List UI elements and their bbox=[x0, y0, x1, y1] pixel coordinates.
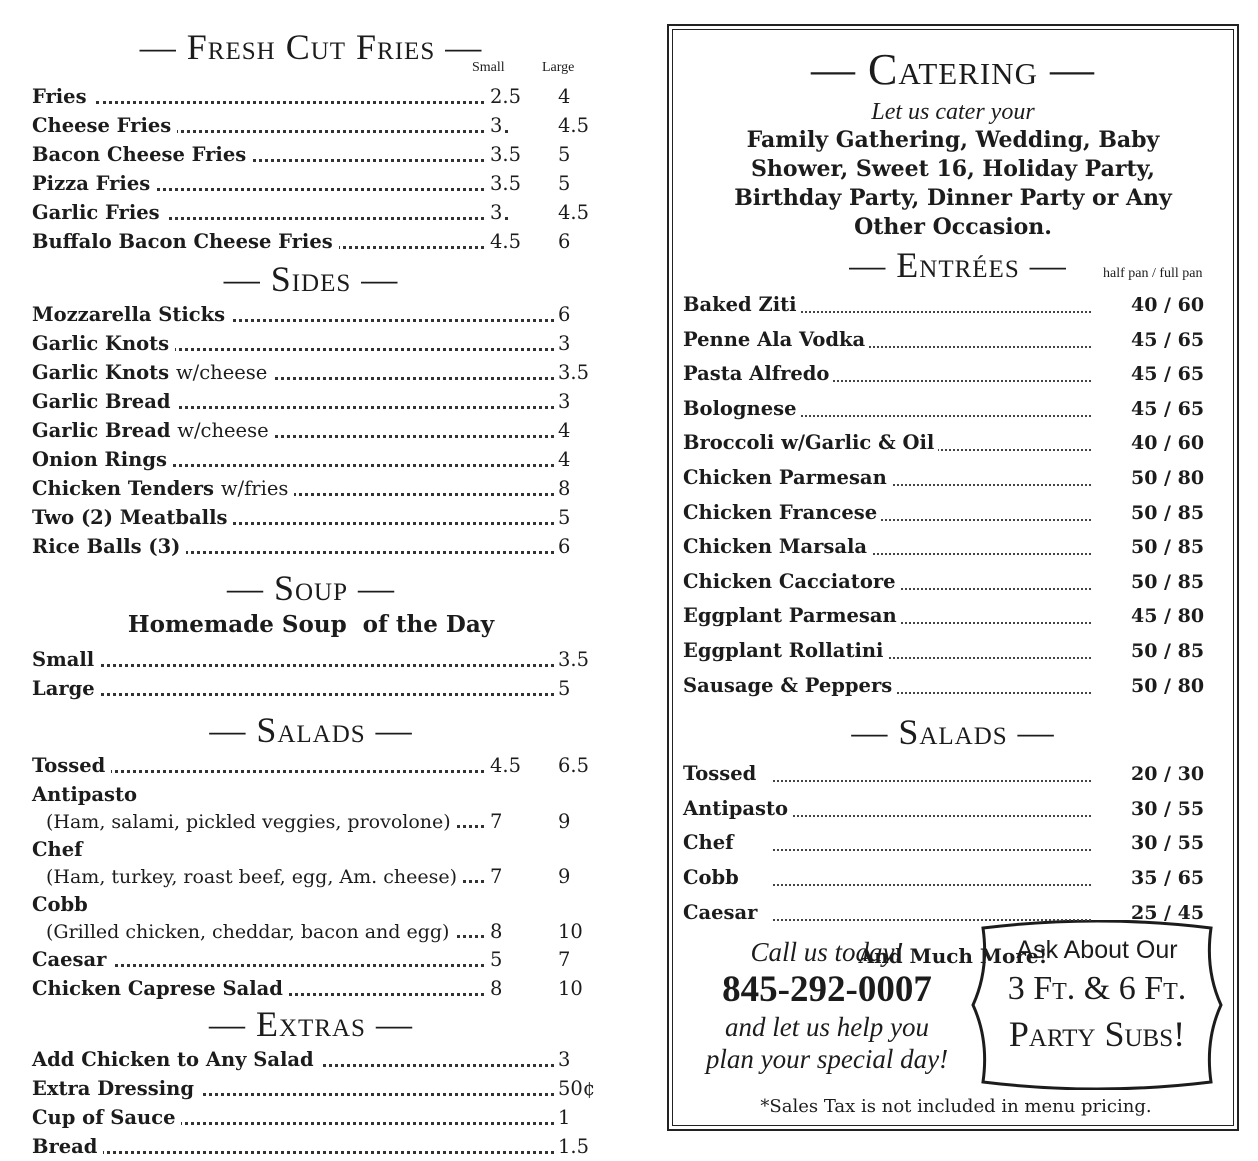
pan-price: 40 / 60 bbox=[1131, 294, 1205, 316]
item-price: 1 bbox=[554, 1103, 570, 1132]
item-price: 1.5 bbox=[554, 1132, 589, 1161]
item-name: Pizza Fries bbox=[32, 169, 156, 198]
dot-leader bbox=[773, 780, 1091, 782]
item-name: Penne Ala Vodka bbox=[683, 323, 869, 357]
subs-sizes-text: 3 Ft. & 6 Ft. bbox=[1007, 970, 1187, 1007]
item-price: 6 bbox=[554, 300, 570, 329]
much-more-text: And Much More! bbox=[858, 944, 1048, 969]
menu-item bbox=[26, 445, 596, 474]
item-price: 8 bbox=[554, 474, 570, 503]
item-title: Add Chicken to Any Salad bbox=[32, 1048, 314, 1071]
fries-item bbox=[26, 227, 596, 256]
item-title: Bread bbox=[32, 1135, 98, 1158]
item-title: Two (2) Meatballs bbox=[32, 506, 228, 529]
dot-leader bbox=[96, 1151, 566, 1154]
catering-item bbox=[673, 496, 1233, 531]
salad-desc-row bbox=[26, 809, 596, 835]
catering-item bbox=[673, 461, 1233, 496]
item-note: w/fries bbox=[220, 477, 289, 500]
extras-heading: — Extras — bbox=[209, 1004, 413, 1044]
tax-note: *Sales Tax is not included in menu pricing. bbox=[760, 1096, 1152, 1117]
dot-leader bbox=[96, 964, 496, 967]
dot-leader bbox=[773, 415, 1091, 417]
item-name: Tossed bbox=[32, 751, 111, 780]
item-name bbox=[32, 1132, 103, 1161]
item-price: 50¢ bbox=[554, 1074, 595, 1103]
dot-leader bbox=[773, 884, 1091, 886]
salad-item bbox=[26, 780, 596, 835]
sides-list bbox=[26, 300, 596, 561]
soup-subtitle: Homemade Soup of the Day bbox=[127, 611, 495, 638]
item-price: 4 bbox=[554, 416, 570, 445]
item-name: Chicken Francese bbox=[683, 496, 881, 530]
dot-leader bbox=[96, 693, 566, 696]
entrees-header bbox=[673, 242, 1233, 288]
help-text-2: plan your special day! bbox=[705, 1044, 949, 1074]
menu-item bbox=[26, 1132, 596, 1161]
soup-list bbox=[26, 645, 596, 703]
large-price: 9 bbox=[554, 809, 570, 835]
item-title: Mozzarella Sticks bbox=[32, 303, 226, 326]
dot-leader bbox=[773, 311, 1091, 313]
item-price: 3.5 bbox=[554, 645, 589, 674]
item-price: 3 bbox=[554, 387, 570, 416]
item-name: Chef bbox=[683, 826, 738, 860]
catering-item bbox=[673, 792, 1233, 827]
salad-name-row bbox=[26, 835, 596, 864]
menu-item bbox=[26, 1074, 596, 1103]
pan-price: 30 / 55 bbox=[1131, 832, 1205, 855]
pan-price: 50 / 85 bbox=[1131, 501, 1205, 524]
catering-salads-heading: — Salads — bbox=[851, 712, 1055, 753]
extras-list bbox=[26, 1045, 596, 1161]
item-title: Onion Rings bbox=[32, 448, 167, 471]
large-price: 7 bbox=[554, 945, 570, 974]
item-price: 3.5 bbox=[554, 358, 589, 387]
catering-inner-border bbox=[672, 29, 1234, 1126]
item-name: Garlic Fries bbox=[32, 198, 166, 227]
item-title: Extra Dressing bbox=[32, 1077, 194, 1100]
pan-price: 40 / 60 bbox=[1131, 432, 1205, 455]
fries-column-headers bbox=[26, 60, 596, 82]
large-price: 6 bbox=[554, 227, 570, 256]
item-name: Buffalo Bacon Cheese Fries bbox=[32, 227, 339, 256]
item-title: Rice Balls (3) bbox=[32, 535, 181, 558]
call-block bbox=[683, 935, 971, 1075]
dot-leader bbox=[773, 849, 1091, 851]
catering-intro: Let us cater your bbox=[871, 99, 1035, 125]
salads-list bbox=[26, 751, 596, 1003]
salad-row bbox=[26, 974, 596, 1003]
menu-item bbox=[26, 645, 596, 674]
item-name: Cheese Fries bbox=[32, 111, 177, 140]
catering-item bbox=[673, 826, 1233, 861]
pan-price: 35 / 65 bbox=[1131, 866, 1205, 889]
menu-item bbox=[26, 503, 596, 532]
menu-item bbox=[26, 1103, 596, 1132]
salad-row bbox=[26, 945, 596, 974]
item-name: Fries bbox=[32, 82, 93, 111]
item-price: 5 bbox=[554, 674, 570, 703]
small-price: 3.5 bbox=[486, 169, 521, 198]
menu-item bbox=[26, 674, 596, 703]
pan-size-label: half pan / full pan bbox=[1103, 266, 1203, 281]
pan-price: 50 / 85 bbox=[1131, 536, 1205, 559]
item-description: (Ham, salami, pickled veggies, provolone) bbox=[46, 809, 457, 835]
large-price: 5 bbox=[554, 140, 570, 169]
salad-item bbox=[26, 974, 596, 1003]
menu-item bbox=[26, 416, 596, 445]
pan-price: 50 / 85 bbox=[1131, 570, 1205, 593]
item-price: 4 bbox=[554, 445, 570, 474]
item-description: (Grilled chicken, cheddar, bacon and egg) bbox=[46, 919, 455, 945]
dot-leader bbox=[96, 101, 508, 104]
item-title: Large bbox=[32, 677, 95, 700]
item-title: Garlic Knots bbox=[32, 361, 170, 384]
salad-row bbox=[26, 751, 596, 780]
fries-list bbox=[26, 82, 596, 256]
item-title: Garlic Bread bbox=[32, 419, 171, 442]
item-name: Eggplant Parmesan bbox=[683, 599, 901, 633]
menu-item bbox=[26, 474, 596, 503]
dot-leader bbox=[773, 815, 1091, 817]
small-price: 3 bbox=[486, 111, 502, 140]
small-price: 7 bbox=[486, 809, 502, 835]
item-name bbox=[32, 1045, 320, 1074]
catering-item bbox=[673, 357, 1233, 392]
item-name: Eggplant Rollatini bbox=[683, 634, 887, 668]
item-name bbox=[32, 416, 275, 445]
fries-item bbox=[26, 169, 596, 198]
party-subs-text: Party Subs! bbox=[1008, 1014, 1186, 1054]
item-name: Pasta Alfredo bbox=[683, 357, 833, 391]
item-name: Caesar bbox=[683, 896, 761, 930]
fries-item bbox=[26, 140, 596, 169]
large-price: 4.5 bbox=[554, 111, 589, 140]
pan-price: 45 / 65 bbox=[1131, 397, 1205, 420]
catering-item bbox=[673, 861, 1233, 896]
large-price: 9 bbox=[554, 864, 570, 890]
left-menu-column bbox=[26, 18, 596, 1161]
item-name: Bolognese bbox=[683, 392, 801, 426]
item-name bbox=[32, 674, 101, 703]
dot-leader bbox=[96, 770, 496, 773]
ask-about-text: Ask About Our bbox=[1016, 936, 1178, 964]
catering-item bbox=[673, 323, 1233, 358]
small-price: 7 bbox=[486, 864, 502, 890]
fries-heading: — Fresh Cut Fries — bbox=[139, 27, 483, 67]
soup-heading: — Soup — bbox=[226, 568, 396, 608]
dot-leader bbox=[773, 919, 1091, 921]
item-name: Chicken Marsala bbox=[683, 530, 871, 564]
item-title: Garlic Bread bbox=[32, 390, 171, 413]
pan-price: 50 / 80 bbox=[1131, 674, 1205, 697]
item-name: Chicken Parmesan bbox=[683, 461, 891, 495]
large-label: Large bbox=[542, 60, 575, 75]
pan-price: 25 / 45 bbox=[1131, 901, 1205, 924]
item-title: Garlic Knots bbox=[32, 332, 170, 355]
catering-item bbox=[673, 599, 1233, 634]
catering-heading: — Catering — bbox=[811, 45, 1095, 94]
item-name: Cobb bbox=[32, 890, 94, 919]
item-price: 3 bbox=[554, 1045, 570, 1074]
catering-salads-list bbox=[673, 757, 1233, 930]
large-price: 10 bbox=[554, 974, 583, 1003]
fries-item bbox=[26, 111, 596, 140]
pan-price: 30 / 55 bbox=[1131, 797, 1205, 820]
catering-item bbox=[673, 757, 1233, 792]
catering-item bbox=[673, 426, 1233, 461]
salad-name-row bbox=[26, 890, 596, 919]
pan-price: 20 / 30 bbox=[1131, 763, 1205, 786]
small-price: 3.5 bbox=[486, 140, 521, 169]
small-price: 8 bbox=[486, 974, 502, 1003]
pan-price: 50 / 80 bbox=[1131, 466, 1205, 489]
catering-item bbox=[673, 530, 1233, 565]
item-name bbox=[32, 645, 100, 674]
item-name: Chef bbox=[32, 835, 89, 864]
item-price: 3 bbox=[554, 329, 570, 358]
small-price: 4.5 bbox=[486, 227, 521, 256]
catering-item bbox=[673, 565, 1233, 600]
salad-item bbox=[26, 835, 596, 890]
salad-item bbox=[26, 751, 596, 780]
small-label: Small bbox=[472, 60, 505, 75]
item-name bbox=[32, 1074, 200, 1103]
item-name: Baked Ziti bbox=[683, 288, 801, 322]
catering-panel bbox=[667, 24, 1239, 1131]
fries-item bbox=[26, 82, 596, 111]
sides-heading: — Sides — bbox=[223, 259, 399, 299]
small-price: 3 bbox=[486, 198, 502, 227]
menu-item bbox=[26, 387, 596, 416]
item-name: Broccoli w/Garlic & Oil bbox=[683, 426, 938, 460]
catering-item bbox=[673, 392, 1233, 427]
catering-item bbox=[673, 634, 1233, 669]
entrees-list bbox=[673, 288, 1233, 703]
entrees-heading: — Entrées — bbox=[849, 245, 1067, 285]
item-name bbox=[32, 445, 173, 474]
item-price: 5 bbox=[554, 503, 570, 532]
menu-item bbox=[26, 532, 596, 561]
menu-item bbox=[26, 300, 596, 329]
dot-leader bbox=[96, 188, 508, 191]
pan-price: 45 / 65 bbox=[1131, 328, 1205, 351]
large-price: 4.5 bbox=[554, 198, 589, 227]
salad-desc-row bbox=[26, 864, 596, 890]
small-price: 4.5 bbox=[486, 751, 521, 780]
item-name bbox=[32, 329, 175, 358]
item-name bbox=[32, 532, 186, 561]
small-price: 5 bbox=[486, 945, 502, 974]
catering-item bbox=[673, 669, 1233, 704]
salad-desc-row bbox=[26, 919, 596, 945]
dot-leader bbox=[96, 664, 566, 667]
item-name: Antipasto bbox=[32, 780, 143, 809]
item-name: Antipasto bbox=[683, 792, 792, 826]
item-name: Chicken Cacciatore bbox=[683, 565, 900, 599]
pan-price: 45 / 80 bbox=[1131, 605, 1205, 628]
item-name: Cobb bbox=[683, 861, 743, 895]
menu-item bbox=[26, 329, 596, 358]
item-name: Chicken Caprese Salad bbox=[32, 974, 289, 1003]
item-name: Bacon Cheese Fries bbox=[32, 140, 252, 169]
item-name bbox=[32, 358, 273, 387]
item-title: Cup of Sauce bbox=[32, 1106, 176, 1129]
large-price: 5 bbox=[554, 169, 570, 198]
catering-item bbox=[673, 288, 1233, 323]
salad-item bbox=[26, 890, 596, 945]
item-name: Caesar bbox=[32, 945, 112, 974]
catering-occasions: Family Gathering, Wedding, Baby Shower, Sweet 16, Holiday Party, Birthday Party, Dinner Party or Any Other Occasion. bbox=[734, 127, 1172, 240]
large-price: 6.5 bbox=[554, 751, 589, 780]
item-note: w/cheese bbox=[177, 419, 269, 442]
item-name bbox=[32, 300, 231, 329]
item-description: (Ham, turkey, roast beef, egg, Am. cheese) bbox=[46, 864, 463, 890]
salads-heading: — Salads — bbox=[209, 710, 413, 750]
item-note: w/cheese bbox=[175, 361, 268, 384]
menu-item bbox=[26, 358, 596, 387]
fries-item bbox=[26, 198, 596, 227]
phone-number[interactable]: 845-292-0007 bbox=[722, 969, 932, 1010]
salad-item bbox=[26, 945, 596, 974]
item-title: Chicken Tenders bbox=[32, 477, 215, 500]
party-subs-box bbox=[969, 920, 1225, 1090]
small-price: 8 bbox=[486, 919, 502, 945]
salad-name-row bbox=[26, 780, 596, 809]
small-price: 2.5 bbox=[486, 82, 521, 111]
item-name bbox=[32, 503, 233, 532]
large-price: 4 bbox=[554, 82, 570, 111]
item-name bbox=[32, 474, 294, 503]
pan-price: 50 / 85 bbox=[1131, 639, 1205, 662]
item-name: Sausage & Peppers bbox=[683, 669, 896, 703]
call-today-text: Call us today! bbox=[750, 937, 904, 967]
item-name bbox=[32, 387, 176, 416]
pan-price: 45 / 65 bbox=[1131, 363, 1205, 386]
large-price: 10 bbox=[554, 919, 583, 945]
item-name: Tossed bbox=[683, 757, 760, 791]
item-price: 6 bbox=[554, 532, 570, 561]
help-text-1: and let us help you bbox=[725, 1012, 929, 1042]
menu-item bbox=[26, 1045, 596, 1074]
item-name bbox=[32, 1103, 181, 1132]
item-title: Small bbox=[32, 648, 95, 671]
